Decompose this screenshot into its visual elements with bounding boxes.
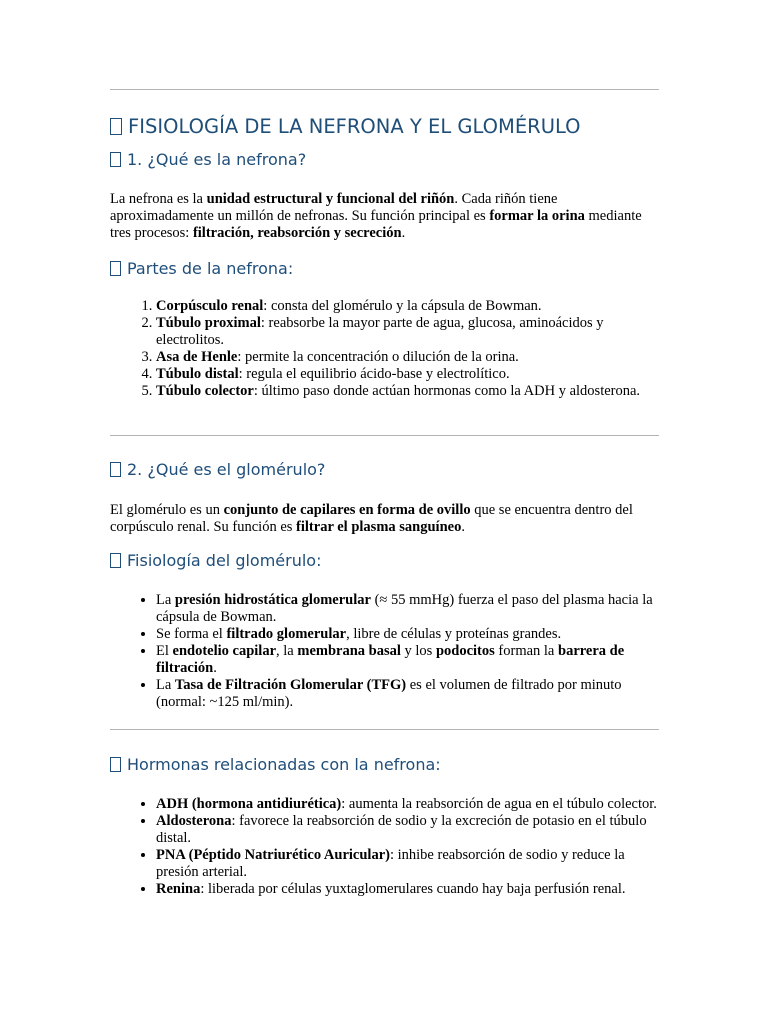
section1-paragraph-text: La nefrona es la — [110, 191, 207, 207]
section1-heading — [110, 152, 306, 168]
physiology-item-text: . — [213, 660, 217, 676]
hormone-item-bold-text: ADH (hormona antidiurética) — [156, 796, 342, 812]
list-item — [156, 813, 659, 847]
section1-paragraph-bold-text: filtración, reabsorción y secreción — [192, 225, 402, 241]
physiology-item-text: Se forma el — [156, 626, 227, 642]
physiology-list — [110, 592, 659, 711]
physiology-item-text: La — [156, 677, 175, 693]
part-description: : último paso donde actúan hormonas como la ADH y aldosterona. — [253, 383, 641, 399]
hormone-item-text: : favorece la reabsorción de sodio y la excreción de potasio en el túbulo distal. — [156, 813, 647, 846]
part-description: : regula el equilibrio ácido-base y electrolítico. — [238, 366, 510, 382]
physiology-item-bold-text: podocitos — [435, 643, 495, 659]
physiology-item-text: (≈ 55 mmHg) fuerza el paso del plasma hacia la cápsula de Bowman. — [156, 592, 653, 625]
section1-paragraph-bold-text: formar la orina — [489, 208, 585, 224]
emoji-placeholder-icon — [110, 152, 121, 167]
physiology-item-bold-text: membrana basal — [297, 643, 401, 659]
physiology-item-text: , la — [276, 643, 298, 659]
parts-heading — [110, 261, 293, 277]
section1-paragraph-bold-text: unidad estructural y funcional del riñón — [206, 191, 455, 207]
physiology-item-text: , libre de células y proteínas grandes. — [346, 626, 562, 642]
physiology-heading-text: Fisiología del glomérulo: — [127, 551, 322, 570]
physiology-item-bold-text: presión hidrostática glomerular — [174, 592, 371, 608]
title-text: FISIOLOGÍA DE LA NEFRONA Y EL GLOMÉRULO — [128, 115, 581, 138]
section1-paragraph — [110, 191, 659, 242]
hormones-heading — [110, 757, 441, 773]
emoji-placeholder-icon — [110, 553, 121, 568]
part-description: : permite la concentración o dilución de la orina. — [237, 349, 519, 365]
hormone-item-bold-text: Renina — [156, 881, 201, 897]
part-term: Túbulo colector — [156, 383, 254, 399]
section2-heading — [110, 462, 325, 478]
list-item — [156, 592, 659, 626]
part-term: Túbulo distal — [156, 366, 239, 382]
part-term: Corpúsculo renal — [156, 298, 264, 314]
parts-heading-text: Partes de la nefrona: — [127, 259, 294, 278]
divider — [110, 435, 659, 436]
part-term: Asa de Henle — [156, 349, 238, 365]
hormone-item-bold-text: PNA (Péptido Natriurético Auricular) — [156, 847, 390, 863]
list-item — [156, 383, 659, 400]
section2-paragraph-text: . — [461, 519, 465, 535]
hormone-item-text: : liberada por células yuxtaglomerulares cuando hay baja perfusión renal. — [200, 881, 626, 897]
physiology-item-bold-text: endotelio capilar — [172, 643, 277, 659]
part-term: Túbulo proximal — [156, 315, 261, 331]
list-item — [156, 881, 659, 898]
hormones-list — [110, 796, 659, 898]
section2-paragraph-bold-text: filtrar el plasma sanguíneo — [296, 519, 462, 535]
physiology-item-text: forman la — [494, 643, 558, 659]
divider — [110, 729, 659, 730]
physiology-item-bold-text: barrera de filtración — [156, 643, 625, 676]
hormone-item-text: : inhibe reabsorción de sodio y reduce la presión arterial. — [156, 847, 625, 880]
list-item — [156, 847, 659, 881]
emoji-placeholder-icon — [110, 757, 121, 772]
physiology-item-text: es el volumen de filtrado por minuto (normal: ~125 ml/min). — [156, 677, 622, 710]
hormone-item-bold-text: Aldosterona — [156, 813, 232, 829]
section2-paragraph — [110, 502, 659, 536]
section2-paragraph-text: El glomérulo es un — [110, 502, 224, 518]
section1-paragraph-text: . Cada riñón tiene aproximadamente un millón de nefronas. Su función principal es — [110, 191, 558, 224]
part-description: : consta del glomérulo y la cápsula de Bowman. — [263, 298, 542, 314]
list-item — [156, 796, 659, 813]
page-title — [110, 117, 581, 137]
section2-paragraph-text: que se encuentra dentro del corpúsculo renal. Su función es — [110, 502, 633, 535]
section1-paragraph-text: mediante tres procesos: — [110, 208, 642, 241]
hormone-item-text: : aumenta la reabsorción de agua en el túbulo colector. — [341, 796, 657, 812]
physiology-item-text: La — [156, 592, 175, 608]
list-item — [156, 643, 659, 677]
list-item — [156, 315, 659, 349]
emoji-placeholder-icon — [110, 462, 121, 477]
section2-heading-text: 2. ¿Qué es el glomérulo? — [127, 460, 326, 479]
list-item — [156, 366, 659, 383]
part-description: : reabsorbe la mayor parte de agua, glucosa, aminoácidos y electrolitos. — [156, 315, 604, 348]
list-item — [156, 298, 659, 315]
hormones-heading-text: Hormonas relacionadas con la nefrona: — [127, 755, 441, 774]
section2-paragraph-bold-text: conjunto de capilares en forma de ovillo — [223, 502, 471, 518]
emoji-placeholder-icon — [110, 261, 121, 276]
section1-paragraph-text: . — [401, 225, 406, 241]
list-item — [156, 626, 659, 643]
emoji-placeholder-icon — [110, 118, 122, 135]
parts-list — [110, 298, 659, 400]
physiology-item-bold-text: Tasa de Filtración Glomerular (TFG) — [174, 677, 407, 693]
section1-heading-text: 1. ¿Qué es la nefrona? — [127, 150, 307, 169]
list-item — [156, 677, 659, 711]
physiology-item-bold-text: filtrado glomerular — [226, 626, 347, 642]
physiology-item-text: El — [156, 643, 173, 659]
physiology-heading — [110, 553, 321, 569]
list-item — [156, 349, 659, 366]
divider — [110, 89, 659, 90]
physiology-item-text: y los — [400, 643, 436, 659]
